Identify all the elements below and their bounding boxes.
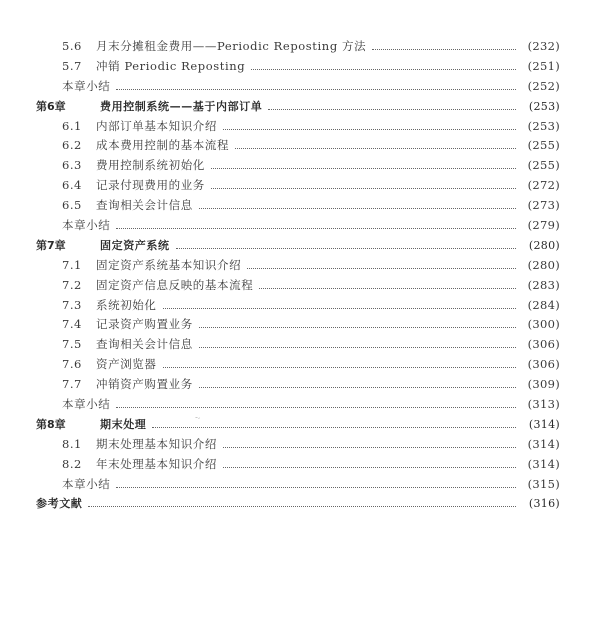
- section-title: 期末处理基本知识介绍: [96, 436, 217, 451]
- chapter-number: 第8章: [36, 417, 66, 431]
- section-title: 冲销资产购置业务: [96, 377, 193, 392]
- toc-entry: [36, 316, 560, 336]
- dot-leader: [88, 506, 516, 507]
- page-number: (280): [528, 238, 560, 252]
- section-number: 7.5: [62, 337, 82, 352]
- section-title: 月末分摊租金费用——Periodic Reposting 方法: [96, 39, 367, 53]
- page-number: (251): [527, 58, 560, 73]
- page-number: (300): [527, 317, 560, 332]
- section-title: 系统初始化: [96, 297, 157, 312]
- page-number: (273): [527, 198, 560, 213]
- toc-entry: [36, 177, 560, 197]
- dot-leader: [251, 69, 516, 70]
- dot-leader: [223, 129, 516, 130]
- section-title: 记录资产购置业务: [96, 317, 193, 332]
- toc-entry: [36, 157, 560, 177]
- toc-entry: [36, 297, 560, 317]
- section-number: 7.7: [62, 377, 82, 392]
- section-number: 7.4: [62, 317, 82, 332]
- section-number: 6.4: [62, 178, 82, 193]
- toc-entry: [36, 118, 560, 138]
- toc-entry: [36, 356, 560, 376]
- section-title: 记录付现费用的业务: [96, 178, 205, 193]
- page-number: (280): [527, 257, 560, 272]
- section-title: 本章小结: [62, 476, 111, 491]
- page-number: (253): [528, 99, 560, 113]
- section-title: 内部订单基本知识介绍: [96, 118, 217, 133]
- section-number: 6.1: [62, 118, 82, 133]
- page-number: (252): [527, 78, 560, 93]
- section-title: 本章小结: [62, 78, 111, 93]
- toc-entry: [36, 436, 560, 456]
- toc-references: [36, 495, 560, 515]
- dot-leader: [268, 109, 516, 110]
- dot-leader: [211, 188, 516, 189]
- section-title: 成本费用控制的基本流程: [96, 138, 230, 153]
- section-number: 7.1: [62, 257, 82, 272]
- page-number: (284): [527, 297, 560, 312]
- section-title: 本章小结: [62, 397, 111, 412]
- toc-entry: [36, 277, 560, 297]
- dot-leader: [372, 49, 516, 50]
- toc-entry: [36, 456, 560, 476]
- toc-entry: [36, 137, 560, 157]
- section-number: 5.6: [62, 39, 82, 53]
- toc-chapter: [36, 416, 560, 436]
- dot-leader: [116, 487, 516, 488]
- section-title: 费用控制系统初始化: [96, 158, 205, 173]
- dot-leader: [259, 288, 516, 289]
- dot-leader: [176, 248, 516, 249]
- chapter-title: 费用控制系统——基于内部订单: [100, 99, 263, 113]
- page-number: (279): [527, 218, 560, 233]
- page-number: (255): [527, 138, 560, 153]
- dot-leader: [199, 208, 516, 209]
- page-number: (314): [527, 456, 560, 471]
- section-title: 本章小结: [62, 218, 111, 233]
- page-number: (253): [527, 118, 560, 133]
- section-title: 查询相关会计信息: [96, 337, 193, 352]
- section-title: 资产浏览器: [96, 357, 157, 372]
- toc-entry-summary: [36, 217, 560, 237]
- dot-leader: [116, 407, 516, 408]
- dot-leader: [223, 447, 516, 448]
- section-number: 7.6: [62, 357, 82, 372]
- dot-leader: [163, 308, 517, 309]
- chapter-number: 第6章: [36, 99, 66, 113]
- dot-leader: [116, 228, 516, 229]
- section-number: 8.1: [62, 436, 82, 451]
- toc-entry-summary: [36, 476, 560, 496]
- page-number: (316): [528, 497, 560, 511]
- dot-leader: [152, 427, 516, 428]
- dot-leader: [116, 89, 516, 90]
- page-number: (314): [527, 436, 560, 451]
- page-number: (306): [527, 357, 560, 372]
- dot-leader: [199, 387, 516, 388]
- section-title: 冲销 Periodic Reposting: [96, 58, 246, 73]
- section-number: 8.2: [62, 456, 82, 471]
- toc-entry: [36, 38, 560, 58]
- dot-leader: [247, 268, 516, 269]
- dot-leader: [199, 327, 516, 328]
- dot-leader: [223, 467, 516, 468]
- section-number: 6.3: [62, 158, 82, 173]
- section-number: 6.2: [62, 138, 82, 153]
- page-number: (309): [527, 377, 560, 392]
- section-title: 固定资产系统基本知识介绍: [96, 257, 242, 272]
- page-number: (283): [527, 277, 560, 292]
- dot-leader: [199, 347, 516, 348]
- section-number: 7.3: [62, 297, 82, 312]
- section-title: 年末处理基本知识介绍: [96, 456, 217, 471]
- chapter-title: 固定资产系统: [100, 238, 170, 252]
- toc-chapter: [36, 98, 560, 118]
- toc-entry: [36, 336, 560, 356]
- page-number: (255): [527, 158, 560, 173]
- references-title: 参考文献: [36, 497, 83, 511]
- toc-entry-summary: [36, 396, 560, 416]
- dot-leader: [235, 148, 516, 149]
- page-number: (313): [527, 397, 560, 412]
- section-number: 5.7: [62, 58, 82, 73]
- toc-entry: [36, 257, 560, 277]
- page-number: (272): [527, 178, 560, 193]
- page-number: (315): [527, 476, 560, 491]
- page-number: (232): [527, 39, 560, 53]
- dot-leader: [211, 168, 516, 169]
- toc-chapter: [36, 237, 560, 257]
- page-number: (306): [527, 337, 560, 352]
- scan-speck-mark: ˜‘: [195, 417, 200, 424]
- section-title: 固定资产信息反映的基本流程: [96, 277, 254, 292]
- page-number: (314): [528, 417, 560, 431]
- section-number: 7.2: [62, 277, 82, 292]
- section-title: 查询相关会计信息: [96, 198, 193, 213]
- toc-entry: [36, 376, 560, 396]
- toc-entry: [36, 58, 560, 78]
- toc-entry: [36, 197, 560, 217]
- toc-entry-summary: [36, 78, 560, 98]
- dot-leader: [163, 367, 517, 368]
- chapter-title: 期末处理: [100, 417, 147, 431]
- chapter-number: 第7章: [36, 238, 66, 252]
- table-of-contents: [36, 38, 560, 515]
- section-number: 6.5: [62, 198, 82, 213]
